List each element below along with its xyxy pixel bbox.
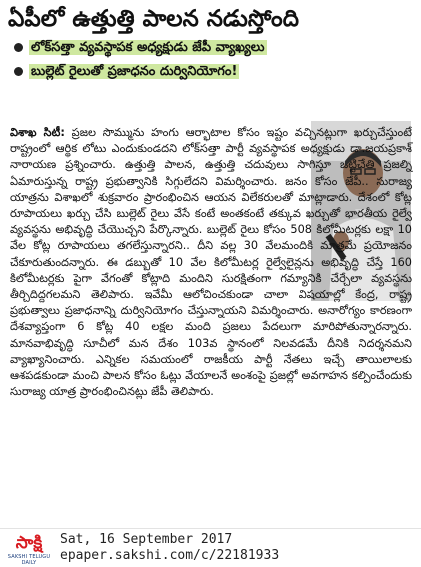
article-paragraph: ప్రజల సొమ్మును హంగు ఆర్భాటాల కోసం ఇష్టం వచ్చినట్లుగా ఖర్చుచేస్తుంటే రాష్ట్రంలో ఆర్థిక లోటు ఎందుకుండదని లోక్‌సత్తా పార్టీ వ్యవస్థాపక అధ్యక్షుడు డా.జయప్రకాశ్ నారాయణ ప్రశ్నించారు. ఉత్తుత్తి పాలన, ఉత్తుత్తి చదువులు సాగిస్తూ ఒట్టిచేతి ప్రజల్ని ఏమారుస్తున్న రాష్ట్ర ప్రభుత్వానికి సిగ్గులేదని విమర్శించారు. జనం కోసం జేపీ.. సురాజ్య యాత్రను విశాఖలో శుక్రవారం ప్రారంభించిన ఆయన విలేకరులతో మాట్లాడారు. దేశంలో కోట్ల రూపాయలు ఖర్చు చేసి బుల్లెట్ రైలు వేసే కంటే అంతకంటే తక్కువ ఖర్చుతో భారతీయ రైల్వే వ్యవస్థను అభివృద్ధి చేయొచ్చని పేర్కొన్నారు. బుల్లెట్ రైలు కోసం 508 కిలోమీటర్లకు లక్షా 10 వేల కోట్ల రూపాయలు తగలేస్తున్నారని.. దీని వల్ల 30 వేలమందికి మాత్రమే ప్రయోజనం చేకూరుతుందన్నారు. ఈ డబ్బుతో 10 వేల కిలోమీటర్ల రైల్వేలైన్లను అభివృద్ధి చేస్తే 160 కిలోమీటర్లకు పైగా వేగంతో కోట్లాది మందిని సురక్షితంగా గమ్యానికి చేర్చేలా వ్యవస్థను తీర్చిదిద్దగలమని తెలిపారు. ఇవేమీ ఆలోచించకుండా చాలా విషయాల్లో కేంద్ర, రాష్ట్ర ప్రభుత్వాలు ప్రజాధనాన్ని దుర్వినియోగం చేస్తున్నాయని విమర్శించారు. అనారోగ్యం కారణంగా దేశవ్యాప్తంగా 6 కోట్ల 40 లక్షల మంది ప్రజలు పేదలుగా మారిపోతున్నారన్నారు. మానవాభివృద్ధి సూచీలో మన దేశం 103వ స్థానంలో నిలవడమే దీనికి నిదర్శనమని వ్యాఖ్యానించారు. ఎన్నికల సమయంలో రాజకీయ పార్టీ నేతలు ఇచ్చే తాయిలాలకు ఆశపడకుండా మంచి పాలన కోసం ఓట్లు వేయాలనే అంశంపై ప్రజల్లో అవగాహన కల్పించేందుకు సురాజ్య యాత్ర ప్రారంభించినట్లు జేపీ తెలిపారు.	[10, 126, 412, 399]
bullet-icon	[14, 67, 23, 76]
logo-subtext: SAKSHI TELUGU DAILY	[7, 554, 51, 566]
epaper-link[interactable]: epaper.sakshi.com/c/22181933	[60, 548, 280, 563]
subhead-1	[14, 37, 414, 59]
subhead-2-text: బుల్లెట్ రైలుతో ప్రజాధనం దుర్వినియోగం!	[31, 64, 238, 79]
sakshi-logo	[6, 532, 52, 564]
footer-date: Sat, 16 September 2017	[60, 532, 233, 547]
bullet-icon	[14, 43, 23, 52]
subhead-1-text: లోక్‌సత్తా వ్యవస్థాపక అధ్యక్షుడు జేపీ వ్యాఖ్యలు	[31, 40, 265, 55]
dateline: విశాఖ సిటీ:	[10, 126, 65, 139]
logo-mark: సాక్షి	[15, 533, 43, 553]
headline: ఏపీలో ఉత్తుత్తి పాలన నడుస్తోంది	[8, 6, 299, 32]
subhead-2	[14, 61, 414, 83]
article-body	[10, 125, 412, 400]
footer	[0, 528, 421, 567]
